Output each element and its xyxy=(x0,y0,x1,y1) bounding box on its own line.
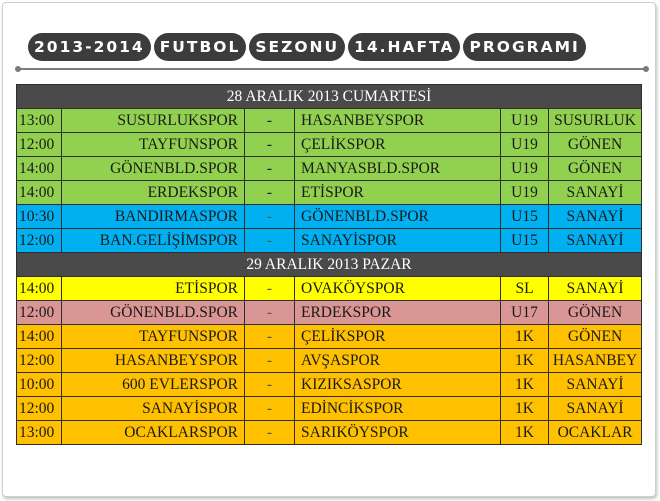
title-word: 2013-2014 xyxy=(28,33,151,61)
match-venue: HASANBEY xyxy=(549,349,642,373)
home-team: ETİSPOR xyxy=(62,277,245,301)
match-time: 13:00 xyxy=(17,421,62,445)
home-team: SUSURLUKSPOR xyxy=(62,109,245,133)
match-venue: GÖNEN xyxy=(549,157,642,181)
match-time: 12:00 xyxy=(17,397,62,421)
match-category: U15 xyxy=(501,229,549,253)
match-row xyxy=(17,325,642,349)
home-team: SANAYİSPOR xyxy=(62,397,245,421)
match-row xyxy=(17,157,642,181)
match-time: 10:30 xyxy=(17,205,62,229)
fixture-body xyxy=(17,85,642,445)
title-word: PROGRAMI xyxy=(463,33,585,61)
match-category: 1K xyxy=(501,325,549,349)
match-venue: SANAYİ xyxy=(549,277,642,301)
day-header-row xyxy=(17,253,642,277)
match-time: 12:00 xyxy=(17,229,62,253)
match-time: 14:00 xyxy=(17,277,62,301)
match-row xyxy=(17,181,642,205)
match-venue: SANAYİ xyxy=(549,205,642,229)
match-category: 1K xyxy=(501,349,549,373)
match-row xyxy=(17,373,642,397)
match-row xyxy=(17,301,642,325)
title-word: SEZONU xyxy=(249,33,345,61)
home-team: BAN.GELİŞİMSPOR xyxy=(62,229,245,253)
away-team: SARIKÖYSPOR xyxy=(295,421,501,445)
away-team: MANYASBLD.SPOR xyxy=(295,157,501,181)
match-separator: - xyxy=(245,277,295,301)
match-category: U19 xyxy=(501,133,549,157)
away-team: GÖNENBLD.SPOR xyxy=(295,205,501,229)
match-row xyxy=(17,205,642,229)
match-time: 12:00 xyxy=(17,349,62,373)
match-category: 1K xyxy=(501,373,549,397)
match-category: SL xyxy=(501,277,549,301)
home-team: 600 EVLERSPOR xyxy=(62,373,245,397)
match-venue: SANAYİ xyxy=(549,397,642,421)
title-divider xyxy=(18,68,646,70)
match-separator: - xyxy=(245,205,295,229)
match-venue: OCAKLAR xyxy=(549,421,642,445)
away-team: OVAKÖYSPOR xyxy=(295,277,501,301)
match-venue: GÖNEN xyxy=(549,133,642,157)
match-time: 14:00 xyxy=(17,181,62,205)
day-header: 29 ARALIK 2013 PAZAR xyxy=(17,253,642,277)
fixture-table xyxy=(16,84,642,445)
title-word: FUTBOL xyxy=(154,33,247,61)
match-venue: SUSURLUK xyxy=(549,109,642,133)
away-team: ÇELİKSPOR xyxy=(295,133,501,157)
day-header: 28 ARALIK 2013 CUMARTESİ xyxy=(17,85,642,109)
match-category: U17 xyxy=(501,301,549,325)
home-team: TAYFUNSPOR xyxy=(62,325,245,349)
match-row xyxy=(17,397,642,421)
match-row xyxy=(17,421,642,445)
match-separator: - xyxy=(245,301,295,325)
away-team: EDİNCİKSPOR xyxy=(295,397,501,421)
away-team: ETİSPOR xyxy=(295,181,501,205)
match-separator: - xyxy=(245,421,295,445)
match-row xyxy=(17,109,642,133)
home-team: GÖNENBLD.SPOR xyxy=(62,301,245,325)
day-header-row xyxy=(17,85,642,109)
home-team: GÖNENBLD.SPOR xyxy=(62,157,245,181)
away-team: HASANBEYSPOR xyxy=(295,109,501,133)
home-team: BANDIRMASPOR xyxy=(62,205,245,229)
match-time: 14:00 xyxy=(17,325,62,349)
match-separator: - xyxy=(245,229,295,253)
home-team: OCAKLARSPOR xyxy=(62,421,245,445)
match-row xyxy=(17,229,642,253)
away-team: SANAYİSPOR xyxy=(295,229,501,253)
match-time: 13:00 xyxy=(17,109,62,133)
match-category: U15 xyxy=(501,205,549,229)
match-separator: - xyxy=(245,325,295,349)
home-team: HASANBEYSPOR xyxy=(62,349,245,373)
match-time: 12:00 xyxy=(17,301,62,325)
away-team: KIZIKSASPOR xyxy=(295,373,501,397)
match-separator: - xyxy=(245,373,295,397)
match-separator: - xyxy=(245,181,295,205)
match-category: U19 xyxy=(501,181,549,205)
match-category: 1K xyxy=(501,421,549,445)
match-venue: GÖNEN xyxy=(549,325,642,349)
match-time: 10:00 xyxy=(17,373,62,397)
match-time: 14:00 xyxy=(17,157,62,181)
away-team: ERDEKSPOR xyxy=(295,301,501,325)
match-row xyxy=(17,133,642,157)
match-venue: SANAYİ xyxy=(549,181,642,205)
match-category: U19 xyxy=(501,157,549,181)
match-time: 12:00 xyxy=(17,133,62,157)
match-separator: - xyxy=(245,109,295,133)
match-category: 1K xyxy=(501,397,549,421)
match-separator: - xyxy=(245,133,295,157)
title-word: 14.HAFTA xyxy=(348,33,460,61)
match-venue: GÖNEN xyxy=(549,301,642,325)
home-team: ERDEKSPOR xyxy=(62,181,245,205)
match-category: U19 xyxy=(501,109,549,133)
page-title xyxy=(28,30,589,64)
away-team: AVŞASPOR xyxy=(295,349,501,373)
match-venue: SANAYİ xyxy=(549,373,642,397)
away-team: ÇELİKSPOR xyxy=(295,325,501,349)
home-team: TAYFUNSPOR xyxy=(62,133,245,157)
match-row xyxy=(17,349,642,373)
match-separator: - xyxy=(245,349,295,373)
match-row xyxy=(17,277,642,301)
match-venue: SANAYİ xyxy=(549,229,642,253)
match-separator: - xyxy=(245,157,295,181)
match-separator: - xyxy=(245,397,295,421)
